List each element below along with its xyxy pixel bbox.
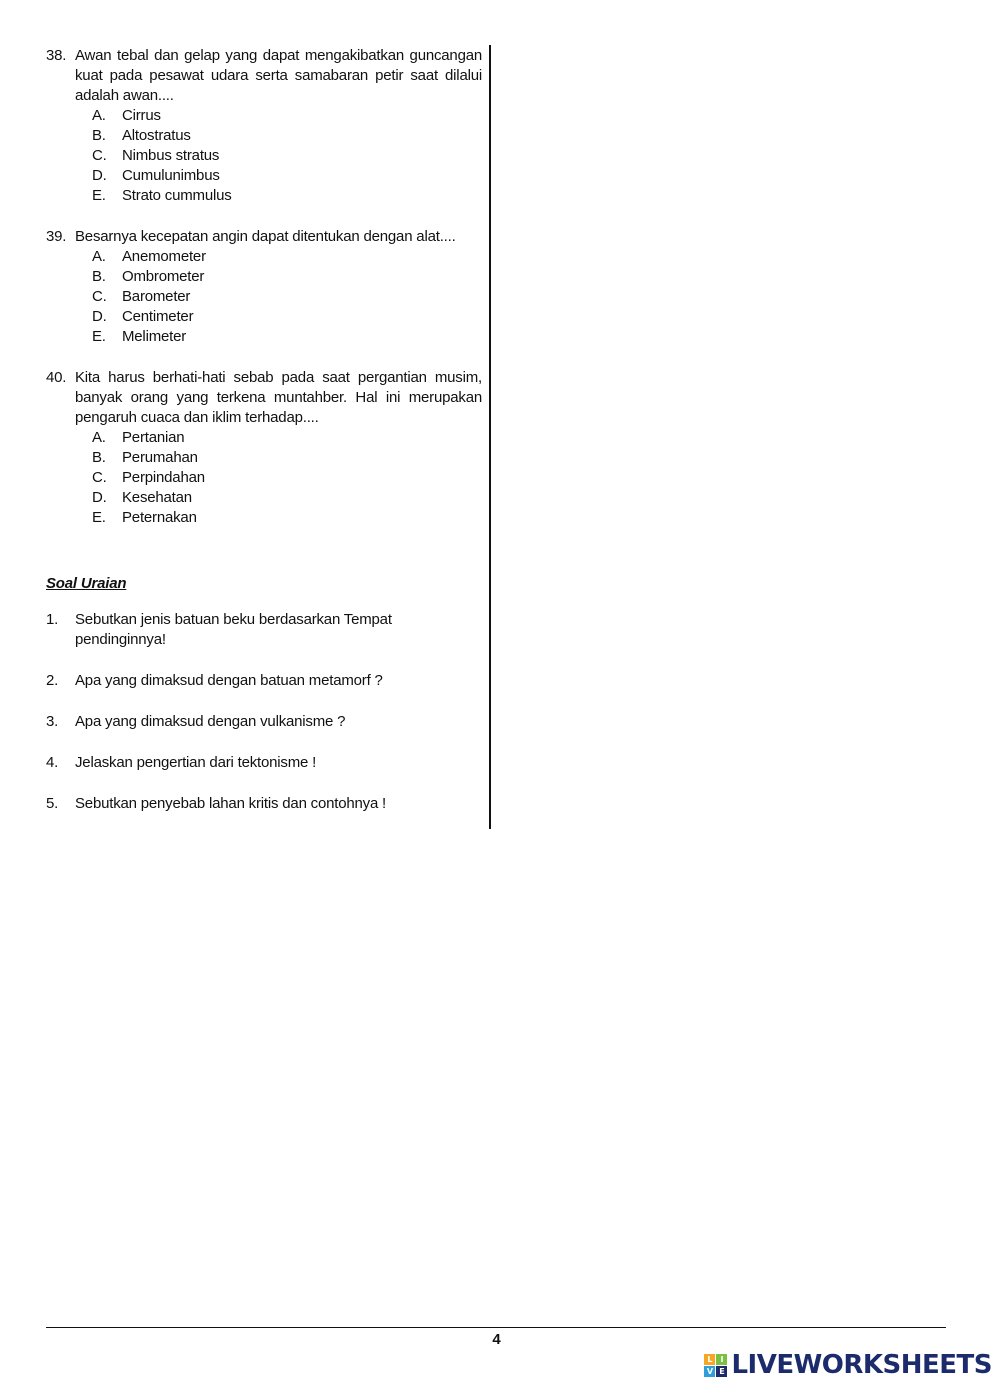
answer-option	[92, 448, 482, 468]
option-letter: D.	[92, 489, 107, 506]
option-letter: C.	[92, 288, 107, 305]
essay-question	[46, 610, 482, 650]
option-text: Ombrometer	[122, 268, 205, 285]
essay-question	[46, 671, 482, 691]
option-text: Pertanian	[122, 429, 185, 446]
option-text: Barometer	[122, 288, 191, 305]
essay-list	[46, 610, 482, 814]
answer-option	[92, 488, 482, 508]
option-text: Strato cummulus	[122, 187, 232, 204]
answer-options	[46, 106, 482, 206]
essay-text: Apa yang dimaksud dengan vulkanisme ?	[75, 713, 346, 730]
option-letter: A.	[92, 107, 106, 124]
option-text: Cirrus	[122, 107, 161, 124]
footer-rule	[46, 1327, 946, 1328]
essay-number: 3.	[46, 713, 59, 730]
logo-icon	[704, 1354, 727, 1377]
logo-text: LIVEWORKSHEETS	[731, 1350, 992, 1380]
option-text: Altostratus	[122, 127, 191, 144]
essay-text: Sebutkan penyebab lahan kritis dan contohnya !	[75, 795, 387, 812]
question-text: Kita harus berhati-hati sebab pada saat pergantian musim, banyak orang yang terkena muntahber. Hal ini merupakan pengaruh cuaca dan iklim terhadap....	[75, 369, 482, 426]
answer-option	[92, 247, 482, 267]
answer-option	[92, 468, 482, 488]
option-letter: D.	[92, 308, 107, 325]
essay-number: 1.	[46, 611, 59, 628]
column-divider	[489, 45, 491, 829]
answer-option	[92, 267, 482, 287]
option-text: Centimeter	[122, 308, 194, 325]
question-38	[46, 46, 482, 206]
question-number: 39.	[46, 228, 67, 245]
essay-question	[46, 794, 482, 814]
question-39	[46, 227, 482, 347]
essay-text: Apa yang dimaksud dengan batuan metamorf ?	[75, 672, 383, 689]
option-text: Cumulunimbus	[122, 167, 220, 184]
option-letter: A.	[92, 429, 106, 446]
answer-option	[92, 186, 482, 206]
answer-option	[92, 428, 482, 448]
option-letter: E.	[92, 509, 106, 526]
essay-text: Jelaskan pengertian dari tektonisme !	[75, 754, 317, 771]
option-letter: C.	[92, 469, 107, 486]
option-letter: B.	[92, 268, 106, 285]
option-text: Melimeter	[122, 328, 187, 345]
logo-icon-letter: E	[716, 1366, 727, 1377]
answer-option	[92, 307, 482, 327]
question-text: Awan tebal dan gelap yang dapat mengakibatkan guncangan kuat pada pesawat udara serta samabaran petir saat dilalui adalah awan....	[75, 47, 482, 104]
essay-question	[46, 753, 482, 773]
option-letter: B.	[92, 127, 106, 144]
essay-text: Sebutkan jenis batuan beku berdasarkan Tempat pendinginnya!	[75, 611, 392, 648]
liveworksheets-logo	[704, 1350, 992, 1380]
option-text: Peternakan	[122, 509, 197, 526]
essay-number: 2.	[46, 672, 59, 689]
answer-option	[92, 287, 482, 307]
option-letter: A.	[92, 248, 106, 265]
option-text: Anemometer	[122, 248, 206, 265]
option-text: Kesehatan	[122, 489, 192, 506]
essay-number: 5.	[46, 795, 59, 812]
option-letter: E.	[92, 187, 106, 204]
option-text: Perpindahan	[122, 469, 205, 486]
page-number: 4	[492, 1331, 501, 1348]
answer-option	[92, 327, 482, 347]
logo-icon-letter: I	[716, 1354, 727, 1365]
question-text: Besarnya kecepatan angin dapat ditentukan dengan alat....	[75, 228, 456, 245]
answer-options	[46, 428, 482, 528]
answer-option	[92, 106, 482, 126]
essay-question	[46, 712, 482, 732]
section-title: Soal Uraian	[46, 575, 127, 592]
question-40	[46, 368, 482, 528]
left-column	[46, 46, 482, 835]
option-text: Nimbus stratus	[122, 147, 220, 164]
answer-option	[92, 126, 482, 146]
option-text: Perumahan	[122, 449, 198, 466]
option-letter: E.	[92, 328, 106, 345]
option-letter: D.	[92, 167, 107, 184]
multiple-choice-list	[46, 46, 482, 528]
option-letter: B.	[92, 449, 106, 466]
essay-number: 4.	[46, 754, 59, 771]
logo-icon-letter: L	[704, 1354, 715, 1365]
answer-options	[46, 247, 482, 347]
option-letter: C.	[92, 147, 107, 164]
answer-option	[92, 166, 482, 186]
answer-option	[92, 146, 482, 166]
logo-icon-letter: V	[704, 1366, 715, 1377]
question-number: 38.	[46, 47, 67, 64]
question-number: 40.	[46, 369, 67, 386]
answer-option	[92, 508, 482, 528]
